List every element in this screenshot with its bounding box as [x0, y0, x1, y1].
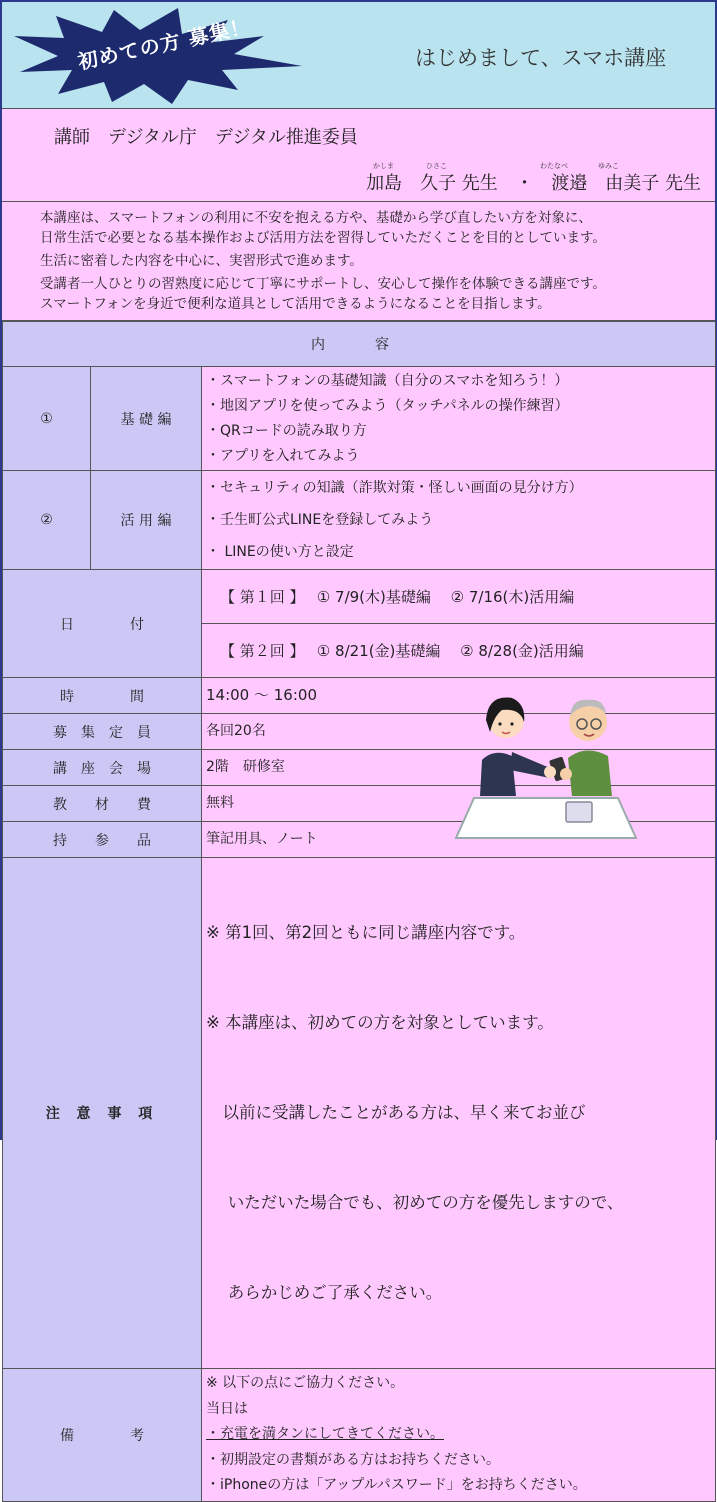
section-number: ①: [3, 367, 91, 471]
intro-line: 本講座は、スマートフォンの利用に不安を抱える方や、基礎から学び直したい方を対象に、: [40, 210, 592, 226]
table-row: [3, 471, 716, 570]
detail-label: 教 材 費: [3, 786, 202, 822]
notes-content: [202, 858, 716, 1369]
detail-value: 14:00 ～ 16:00: [202, 678, 716, 714]
intro-line: スマートフォンを身近で便利な道具として活用できるようになることを目指します。: [40, 296, 551, 312]
remark-line: ・iPhoneの方は「アップルパスワード」をお持ちください。: [206, 1477, 587, 1494]
detail-value: 2階 研修室: [202, 750, 716, 786]
list-item: ・地図アプリを使ってみよう（タッチパネルの操作練習）: [206, 398, 569, 414]
detail-value: 各回20名: [202, 714, 716, 750]
contents-heading-row: [3, 322, 716, 367]
schedule-label: 日 付: [3, 570, 202, 678]
section-items: [202, 367, 716, 471]
instructor-section: [2, 109, 715, 202]
instructor-name-1: 加島 久子 先生: [366, 173, 498, 194]
detail-label: 講 座 会 場: [3, 750, 202, 786]
list-item: ・セキュリティの知識（詐欺対策・怪しい画面の見分け方）: [206, 480, 583, 496]
smartphone-lesson-illustration: [454, 686, 638, 846]
schedule-row: [3, 570, 716, 624]
notes-row: [3, 858, 716, 1369]
table-row: [3, 367, 716, 471]
intro-line: 生活に密着した内容を中心に、実習形式で進めます。: [40, 253, 363, 269]
schedule-round-1: 【 第１回 】 ① 7/9(木)基礎編 ② 7/16(木)活用編: [202, 570, 716, 624]
intro-line: 受講者一人ひとりの習熟度に応じて丁寧にサポートし、安心して操作を体験できる講座です。: [40, 276, 606, 292]
remarks-row: [3, 1369, 716, 1502]
intro-line: 日常生活で必要となる基本操作および活用方法を習得していただくことを目的としています。: [40, 230, 606, 246]
list-item: ・ LINEの使い方と設定: [206, 544, 354, 560]
detail-value: 筆記用具、ノート: [202, 822, 716, 858]
course-title: はじめまして、スマホ講座: [415, 46, 667, 70]
detail-label: 時 間: [3, 678, 202, 714]
section-items: [202, 471, 716, 570]
instructor-name-2: 渡邉 由美子 先生: [551, 173, 701, 194]
ruby-watanabe: わたなべ: [540, 162, 568, 170]
remarks-label: 備 考: [3, 1369, 202, 1502]
instructor-names: [366, 169, 701, 195]
list-item: ・スマートフォンの基礎知識（自分のスマホを知ろう！）: [206, 373, 569, 389]
badge-text: 初めての方 募集！: [75, 13, 253, 74]
header: [2, 2, 715, 109]
instructor-affiliation: 講師 デジタル庁 デジタル推進委員: [54, 127, 358, 148]
note-line: ※ 本講座は、初めての方を対象としています。: [206, 1013, 554, 1032]
ruby-yumiko: ゆみこ: [598, 162, 619, 170]
section-number: ②: [3, 471, 91, 570]
remarks-content: [202, 1369, 716, 1502]
note-line: 以前に受講したことがある方は、早く来てお並び: [206, 1103, 586, 1122]
notes-label: 注 意 事 項: [3, 858, 202, 1369]
info-table: [2, 321, 716, 1502]
ruby-hisako: ひさこ: [426, 162, 447, 170]
detail-value: 無料: [202, 786, 716, 822]
schedule-round-2: 【 第２回 】 ① 8/21(金)基礎編 ② 8/28(金)活用編: [202, 624, 716, 678]
starburst-badge: [2, 2, 362, 108]
remark-line: ・初期設定の書類がある方はお持ちください。: [206, 1451, 500, 1468]
note-line: いただいた場合でも、初めての方を優先しますので、: [206, 1193, 624, 1212]
note-line: あらかじめご了承ください。: [206, 1283, 443, 1302]
instructor-separator: ・: [515, 173, 534, 194]
detail-label: 持 参 品: [3, 822, 202, 858]
section-name: 基 礎 編: [91, 367, 202, 471]
list-item: ・アプリを入れてみよう: [206, 448, 360, 464]
list-item: ・壬生町公式LINEを登録してみよう: [206, 512, 434, 528]
note-line: ※ 第1回、第2回ともに同じ講座内容です。: [206, 923, 526, 942]
list-item: ・QRコードの読み取り方: [206, 423, 367, 439]
section-name: 活 用 編: [91, 471, 202, 570]
intro-section: [2, 202, 715, 321]
contents-heading: 内 容: [3, 322, 716, 367]
remark-line: 当日は: [206, 1400, 248, 1417]
remark-line: ※ 以下の点にご協力ください。: [206, 1375, 405, 1392]
ruby-kashima: かしま: [373, 162, 394, 170]
remark-line: ・充電を満タンにしてきてください。: [206, 1426, 444, 1443]
detail-label: 募 集 定 員: [3, 714, 202, 750]
